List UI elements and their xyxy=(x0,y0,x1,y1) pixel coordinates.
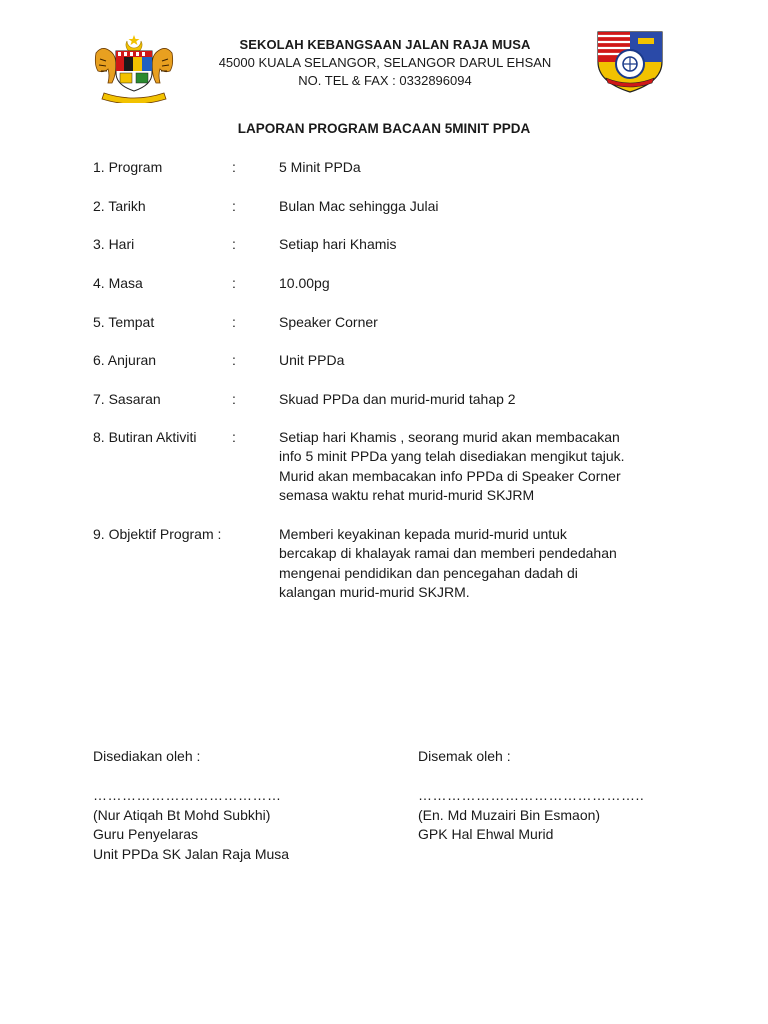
detail-value-line: bercakap di khalayak ramai dan memberi pendedahan xyxy=(279,545,617,562)
detail-value-line: mengenai pendidikan dan pencegahan dadah di xyxy=(279,564,578,581)
detail-value xyxy=(279,390,669,409)
checked-by-block xyxy=(418,747,644,845)
checked-by-heading: Disemak oleh : xyxy=(418,748,511,764)
prepared-by-role: Guru Penyelaras xyxy=(93,826,199,842)
detail-value-line: kalangan murid-murid SKJRM. xyxy=(279,583,470,600)
detail-label: 4. Masa xyxy=(93,275,143,291)
detail-label: 1. Program xyxy=(93,159,163,175)
school-name: SEKOLAH KEBANGSAAN JALAN RAJA MUSA xyxy=(239,37,531,52)
detail-colon: : xyxy=(232,391,236,407)
detail-value-line: Bulan Mac sehingga Julai xyxy=(279,198,439,214)
detail-value-line: Murid akan membacakan info PPDa di Speaker Corner xyxy=(279,467,621,484)
detail-value-line: Unit PPDa xyxy=(279,352,345,368)
checked-by-name: (En. Md Muzairi Bin Esmaon) xyxy=(418,806,601,823)
detail-label: 9. Objektif Program : xyxy=(93,526,222,542)
detail-value xyxy=(279,313,669,332)
detail-value-line: Setiap hari Khamis , seorang murid akan membacakan xyxy=(279,429,620,445)
prepared-by-heading: Disediakan oleh : xyxy=(93,748,201,764)
detail-value xyxy=(279,235,669,254)
checked-by-signature-line: ……………………………………….. xyxy=(418,787,645,803)
checked-by-role: GPK Hal Ehwal Murid xyxy=(418,826,554,842)
detail-label: 5. Tempat xyxy=(93,314,155,330)
detail-value-line: 10.00pg xyxy=(279,275,330,291)
detail-value-line: Skuad PPDa dan murid-murid tahap 2 xyxy=(279,391,516,407)
detail-value-line: semasa waktu rehat murid-murid SKJRM xyxy=(279,486,535,503)
detail-colon: : xyxy=(232,352,236,368)
detail-value-line: Memberi keyakinan kepada murid-murid untuk xyxy=(279,526,567,542)
detail-label: 3. Hari xyxy=(93,236,135,252)
detail-colon: : xyxy=(232,198,236,214)
letterhead xyxy=(170,36,600,90)
prepared-by-name: (Nur Atiqah Bt Mohd Subkhi) xyxy=(93,806,271,823)
school-address: 45000 KUALA SELANGOR, SELANGOR DARUL EHSAN xyxy=(218,55,552,70)
detail-value xyxy=(279,274,669,293)
detail-value xyxy=(279,158,669,177)
detail-value-line: 5 Minit PPDa xyxy=(279,159,361,175)
detail-colon: : xyxy=(232,236,236,252)
detail-colon: : xyxy=(232,275,236,291)
detail-label: 6. Anjuran xyxy=(93,352,157,368)
school-crest-logo xyxy=(594,28,666,94)
detail-value-line: Speaker Corner xyxy=(279,314,378,330)
report-title: LAPORAN PROGRAM BACAAN 5MINIT PPDA xyxy=(237,121,531,136)
detail-label: 8. Butiran Aktiviti xyxy=(93,429,197,445)
prepared-by-block xyxy=(93,747,289,864)
school-phone: NO. TEL & FAX : 0332896094 xyxy=(298,73,472,88)
detail-value xyxy=(279,351,669,370)
detail-value-line: info 5 minit PPDa yang telah disediakan mengikut tajuk. xyxy=(279,448,625,465)
detail-colon: : xyxy=(232,159,236,175)
detail-value xyxy=(279,197,669,216)
detail-colon: : xyxy=(232,314,236,330)
detail-label: 7. Sasaran xyxy=(93,391,161,407)
detail-label: 2. Tarikh xyxy=(93,198,146,214)
detail-value-line: Setiap hari Khamis xyxy=(279,236,397,252)
coat-of-arms-logo xyxy=(90,33,178,103)
prepared-by-unit: Unit PPDa SK Jalan Raja Musa xyxy=(93,845,290,862)
detail-colon: : xyxy=(232,429,236,445)
prepared-by-signature-line: ………………………………… xyxy=(93,787,282,803)
detail-value xyxy=(279,428,669,505)
detail-value xyxy=(279,525,669,602)
